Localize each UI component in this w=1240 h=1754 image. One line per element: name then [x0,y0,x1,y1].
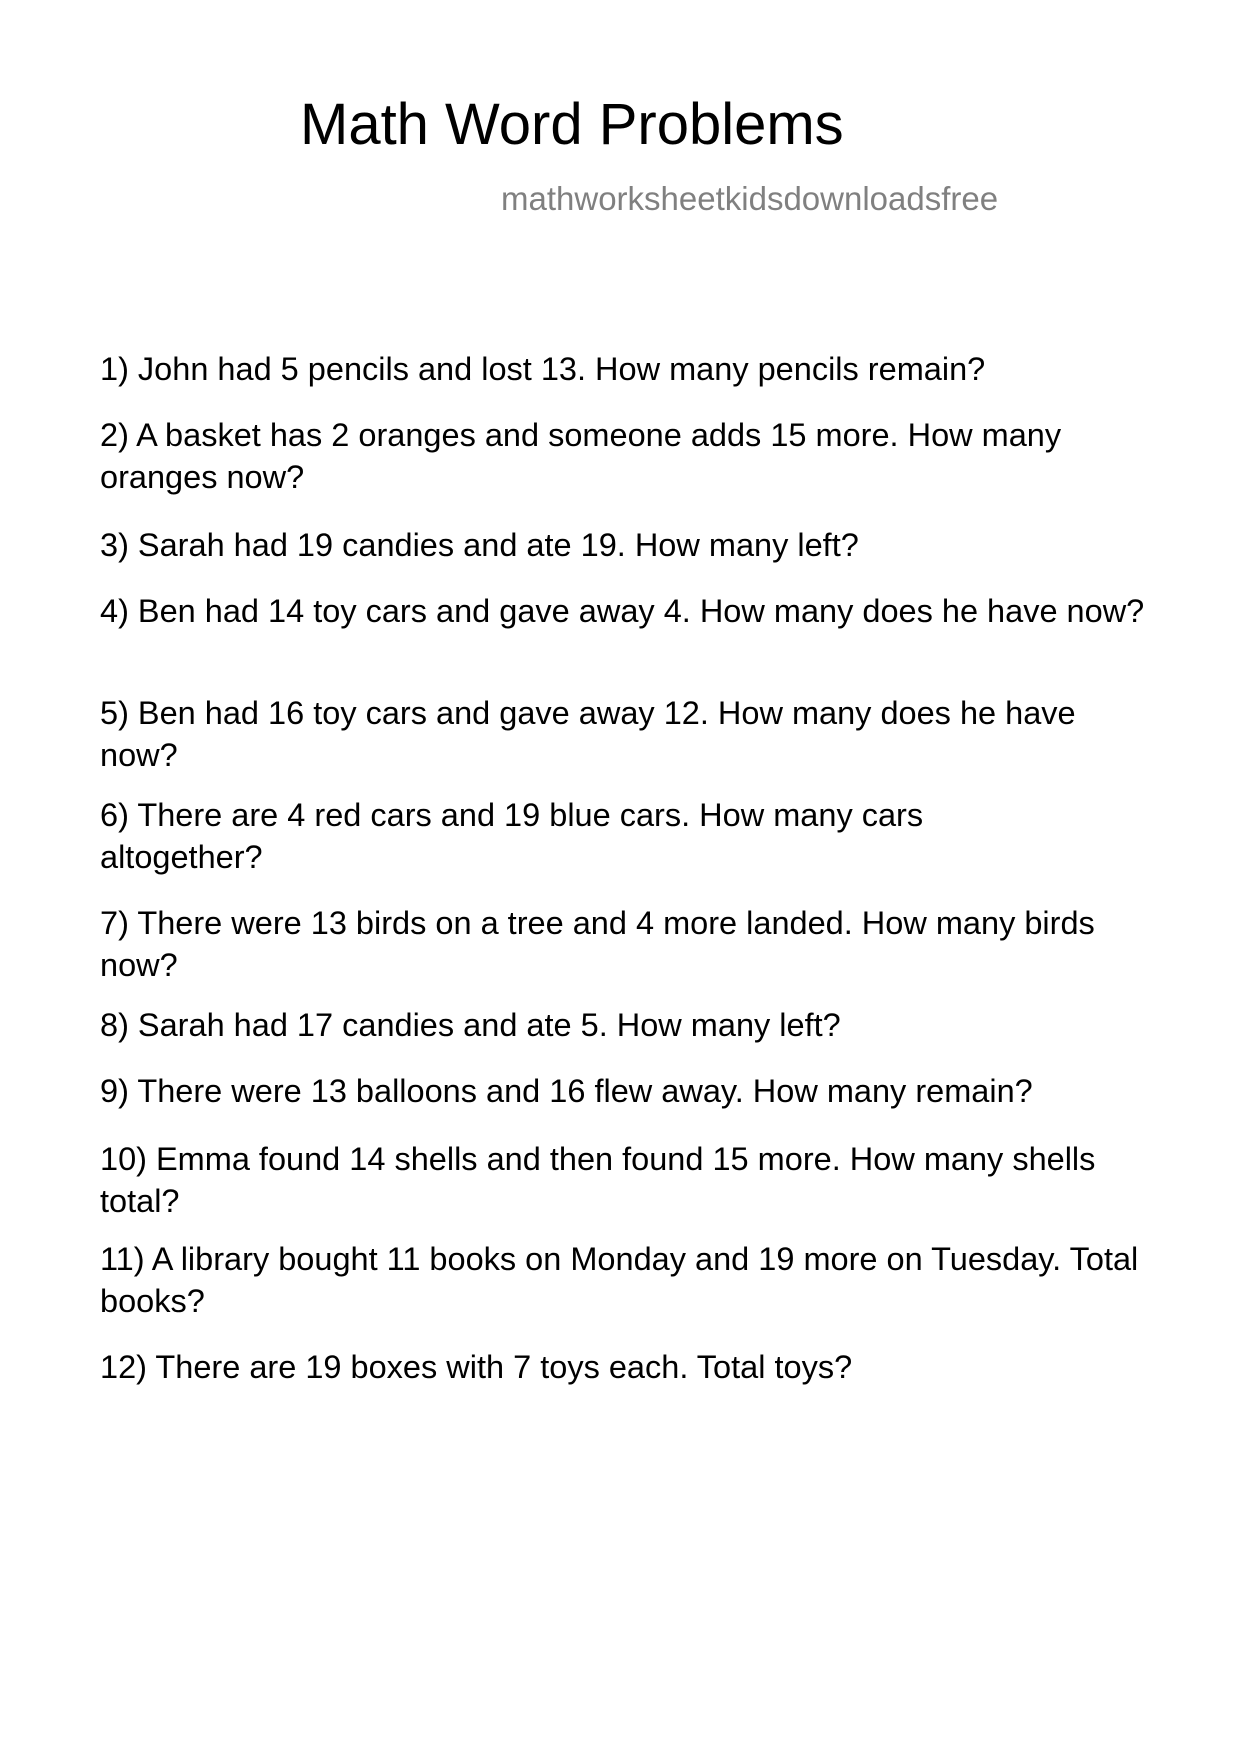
problem-11: 11) A library bought 11 books on Monday and 19 more on Tuesday. Total books? [100,1241,1139,1319]
problem-6: 6) There are 4 red cars and 19 blue cars. How many cars altogether? [100,797,924,875]
problem-10: 10) Emma found 14 shells and then found 15 more. How many shells total? [100,1141,1096,1219]
problem-12: 12) There are 19 boxes with 7 toys each. Total toys? [100,1349,853,1385]
problem-4: 4) Ben had 14 toy cars and gave away 4. How many does he have now? [100,593,1145,629]
problem-8: 8) Sarah had 17 candies and ate 5. How many left? [100,1007,841,1043]
problem-7: 7) There were 13 birds on a tree and 4 more landed. How many birds now? [100,905,1095,983]
source-subtitle: mathworksheetkidsdownloadsfree [501,180,999,217]
problem-9: 9) There were 13 balloons and 16 flew away. How many remain? [100,1073,1033,1109]
problem-5: 5) Ben had 16 toy cars and gave away 12. How many does he have now? [100,695,1076,773]
problem-1: 1) John had 5 pencils and lost 13. How many pencils remain? [100,351,986,387]
page-title: Math Word Problems [300,92,844,157]
problem-2: 2) A basket has 2 oranges and someone adds 15 more. How many oranges now? [100,417,1062,495]
problem-3: 3) Sarah had 19 candies and ate 19. How many left? [100,527,859,563]
